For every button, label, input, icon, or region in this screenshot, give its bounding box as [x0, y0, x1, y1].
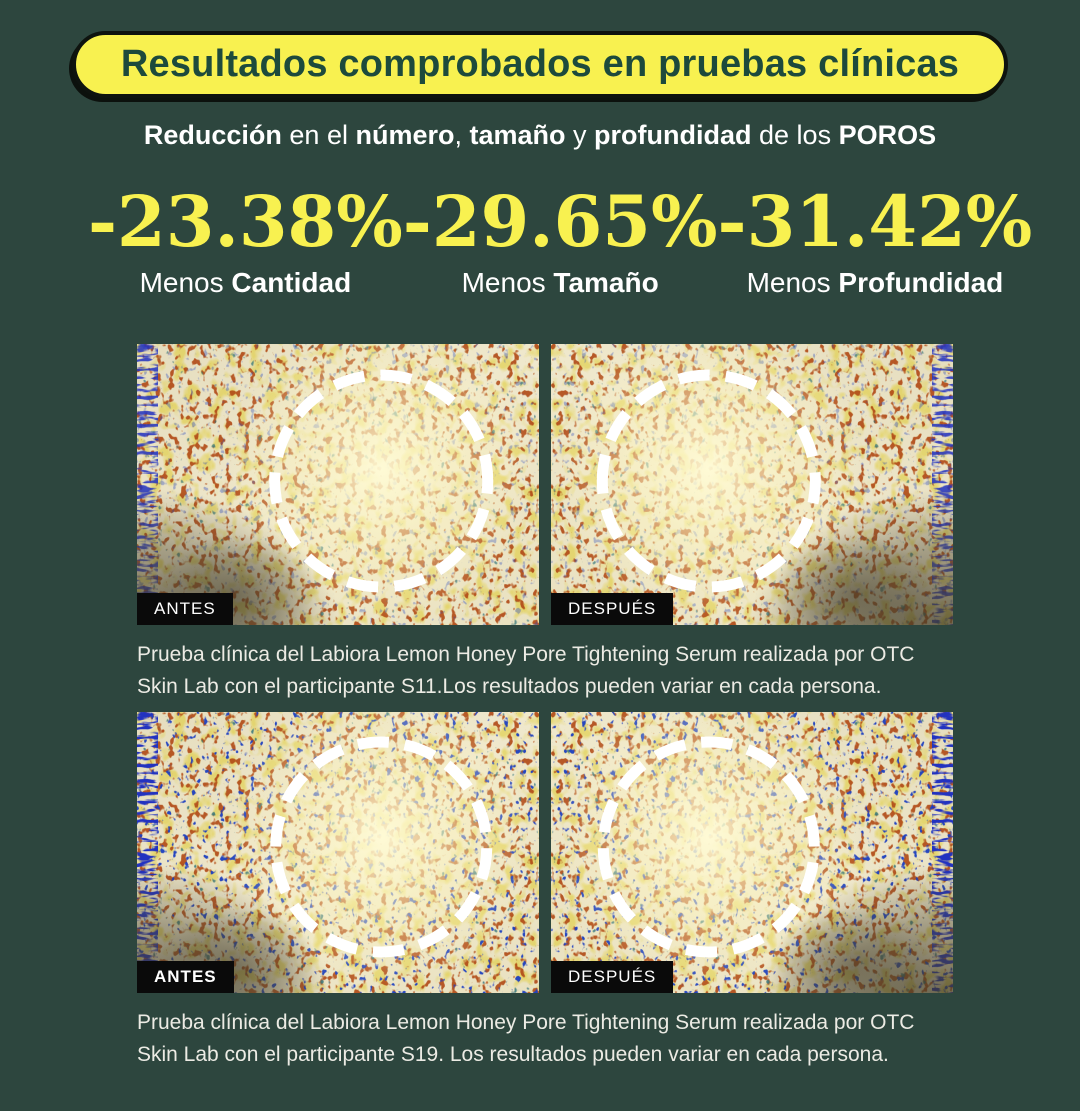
subtitle-segment: POROS — [838, 120, 937, 150]
after-tag-1: DESPUÉS — [551, 593, 673, 626]
stat-label-emphasis: Profundidad — [838, 267, 1004, 299]
subtitle — [0, 120, 1080, 151]
stat-depth — [717, 180, 1033, 299]
comparison-row-2 — [137, 712, 953, 993]
stat-quantity-label — [88, 267, 403, 299]
stat-size-value: -29.65% — [402, 180, 718, 263]
before-tag-2: ANTES — [137, 961, 234, 994]
trial-caption-2: Prueba clínica del Labiora Lemon Honey Pore Tightening Serum realizada por OTC Skin Lab con el participante S19. Los resultados pueden variar en cada persona. — [137, 1011, 915, 1066]
stat-size — [402, 180, 718, 299]
subtitle-segment: número — [355, 120, 455, 150]
after-tag-2: DESPUÉS — [551, 961, 673, 994]
stat-label-prefix: Menos — [461, 267, 554, 299]
stat-depth-label — [718, 267, 1033, 299]
skin-photo-graphic — [551, 712, 953, 993]
stats-row — [0, 180, 1080, 299]
subtitle-segment: en el — [281, 120, 356, 150]
banner-title: Resultados comprobados en pruebas clínicas — [120, 43, 960, 85]
stat-label-emphasis: Cantidad — [231, 267, 352, 299]
before-tag-1: ANTES — [137, 593, 233, 626]
subtitle-segment: y — [565, 120, 595, 150]
after-photo-1 — [551, 344, 953, 625]
trial-caption-1: Prueba clínica del Labiora Lemon Honey Pore Tightening Serum realizada por OTC Skin Lab con el participante S11.Los resultados pueden variar en cada persona. — [137, 643, 915, 698]
stat-depth-value: -31.42% — [717, 180, 1033, 263]
subtitle-segment: de los — [751, 120, 839, 150]
subtitle-segment: , — [454, 120, 470, 150]
stat-size-label — [403, 267, 718, 299]
stat-quantity — [88, 180, 403, 299]
subtitle-segment: Reducción — [143, 120, 282, 150]
skin-photo-graphic — [551, 344, 953, 625]
stat-label-prefix: Menos — [746, 267, 839, 299]
results-banner — [72, 31, 1008, 98]
stat-label-prefix: Menos — [139, 267, 232, 299]
skin-photo-graphic — [137, 712, 539, 993]
subtitle-segment: tamaño — [469, 120, 566, 150]
after-photo-2 — [551, 712, 953, 993]
comparison-row-1 — [137, 344, 953, 625]
stat-quantity-value: -23.38% — [88, 180, 403, 263]
stat-label-emphasis: Tamaño — [553, 267, 659, 299]
before-photo-2 — [137, 712, 539, 993]
before-photo-1 — [137, 344, 539, 625]
subtitle-segment: profundidad — [594, 120, 752, 150]
skin-photo-graphic — [137, 344, 539, 625]
